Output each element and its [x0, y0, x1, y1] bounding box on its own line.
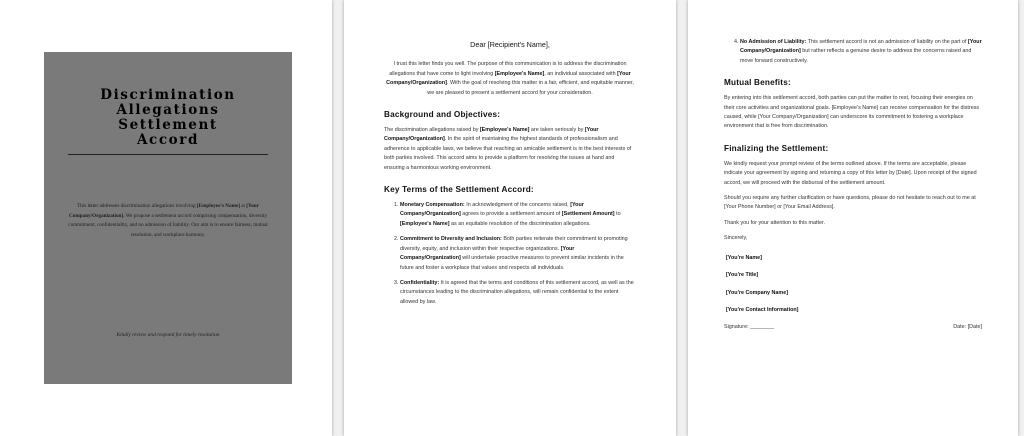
terms-heading: Key Terms of the Settlement Accord:: [384, 185, 534, 195]
cover-title-line: Settlement: [118, 117, 218, 133]
text: In acknowledgment of the concerns raised,: [464, 202, 571, 209]
company-placeholder: [Your Company/Organization]: [400, 245, 575, 262]
employee-placeholder: [Employee's Name]: [400, 220, 450, 227]
letter-page-1: [344, 0, 676, 436]
contact-paragraph: Should you require any further clarification or have questions, please do not hesitate to reach out to me at [Your Phone Number] or [Your Email Address].: [724, 195, 976, 211]
letter-body: [724, 0, 982, 333]
company-placeholder: [Your Company/Organization]: [68, 203, 259, 219]
text: . With the goal of resolving this matter in a fair, efficient, and equitable manner, we are pleased to present a settlement accord for your consideration.: [427, 80, 634, 96]
text: Both parties reiterate their commitment to promoting diversity, equity, and inclusion within their respective organizations.: [400, 236, 628, 252]
signature-row: [724, 323, 982, 332]
text: to: [614, 211, 621, 218]
signer-contact: [You're Contact Information]: [726, 306, 799, 313]
signer-name: [You're Name]: [726, 254, 762, 261]
cover-title: [44, 88, 292, 148]
salutation: Dear [Recipient's Name],: [470, 40, 550, 49]
finalizing-paragraph: We kindly request your prompt review of the terms outlined above. If the terms are acceptable, please indicate your agreement by signing and returning a copy of this letter by [Date]. Upon receipt of the signed accord, we will proceed with the disbursal of the settlement amount.: [724, 160, 977, 186]
text: are taken seriously by: [529, 127, 585, 134]
intro-paragraph: [384, 60, 636, 98]
term-diversity-inclusion: [400, 235, 636, 273]
cover-intro: [66, 202, 270, 240]
employee-placeholder: [Employee's Name]: [494, 70, 545, 77]
cover-footer: Kindly review and respond for timely resolution: [116, 332, 220, 338]
company-placeholder: [Your Company/Organization]: [740, 39, 982, 55]
background-heading: Background and Objectives:: [384, 110, 501, 120]
text: The discrimination allegations raised by: [384, 127, 480, 134]
company-placeholder: [Your Company/Organization]: [386, 70, 631, 87]
mutual-benefits-heading: Mutual Benefits:: [724, 78, 791, 88]
signature-line: Signature: ________: [724, 324, 775, 331]
cover-divider: [68, 154, 268, 155]
cover-title-line: Discrimination: [100, 87, 236, 103]
employee-placeholder: [Employee's Name]: [479, 127, 530, 134]
term-label: No Admission of Liability:: [740, 39, 807, 45]
text: will undertake proactive measures to prevent similar incidents in the future and foster a workplace that values and respects all individuals.: [400, 255, 624, 271]
cover-page: [0, 0, 332, 436]
cover-title-line: Accord: [136, 132, 200, 148]
amount-placeholder: [Settlement Amount]: [561, 211, 615, 218]
company-placeholder: [Your Company/Organization]: [384, 127, 599, 143]
cover-title-line: Allegations: [116, 102, 220, 118]
text: . In the spirit of maintaining the highest standards of professionalism and adherence to applicable laws, we believe that reaching an amicable settlement is in the best interests of both parties involved. This accord aims to provide a platform for resolving the issues at hand and ensuring a harmonious working environment.: [384, 136, 632, 171]
text: . We propose a settlement accord comprising compensation, diversity commitment, confidentiality, and no admission of liability. Our aim is to ensure fairness, mutual resolution, and workplace harmony.: [68, 212, 268, 238]
signer-company: [You're Company Name]: [726, 289, 788, 296]
text: This settlement accord is not an admission of liability on the part of: [806, 39, 968, 45]
text: but rather reflects a genuine desire to address the concerns raised and move forward constructively.: [740, 48, 972, 64]
date-field: Date: [Date]: [953, 324, 982, 331]
letter-body: [384, 0, 636, 313]
text: It is agreed that the terms and conditions of this settlement accord, as well as the circumstances leading to the discrimination allegations, will remain confidential to the extent allowed by law.: [400, 279, 634, 305]
term-label: Monetary Compensation:: [400, 202, 465, 209]
letter-page-2: [688, 0, 1018, 436]
closing-line: Sincerely,: [724, 235, 748, 242]
text: agrees to provide a settlement amount of: [460, 211, 562, 218]
term-monetary-compensation: [400, 201, 636, 229]
employee-placeholder: [Employee's Name]: [196, 203, 240, 209]
text: at: [239, 203, 247, 209]
thanks-line: Thank you for your attention to this matter.: [724, 219, 825, 226]
text: , an individual associated with: [544, 70, 618, 77]
cover-panel: [44, 52, 292, 384]
mutual-benefits-paragraph: By entering into this settlement accord, both parties can put the matter to rest, focusing their energies on their core activities and organizational goals. [Employee's Name] can receive compensation for the distress caused, while [Your Company/Organization] can underscore its commitment to fostering a workplace environment that is free from discrimination.: [724, 95, 980, 130]
text: as an equitable resolution of the discrimination allegations.: [449, 220, 591, 227]
term-no-admission-liability: [740, 38, 982, 66]
finalizing-heading: Finalizing the Settlement:: [724, 143, 829, 153]
text: I trust this letter finds you well. The purpose of this communication is to address the discrimination allegations that have come to light involving: [389, 61, 627, 77]
terms-list: [384, 201, 636, 307]
text: This letter addresses discrimination allegations involving: [77, 203, 197, 209]
background-paragraph: [384, 126, 636, 173]
term-label: Confidentiality:: [400, 279, 440, 286]
terms-list-continued: [724, 38, 982, 66]
term-confidentiality: [400, 279, 636, 307]
company-placeholder: [Your Company/Organization]: [400, 202, 584, 218]
term-label: Commitment to Diversity and Inclusion:: [400, 236, 502, 243]
signer-title: [You're Title]: [726, 272, 759, 279]
